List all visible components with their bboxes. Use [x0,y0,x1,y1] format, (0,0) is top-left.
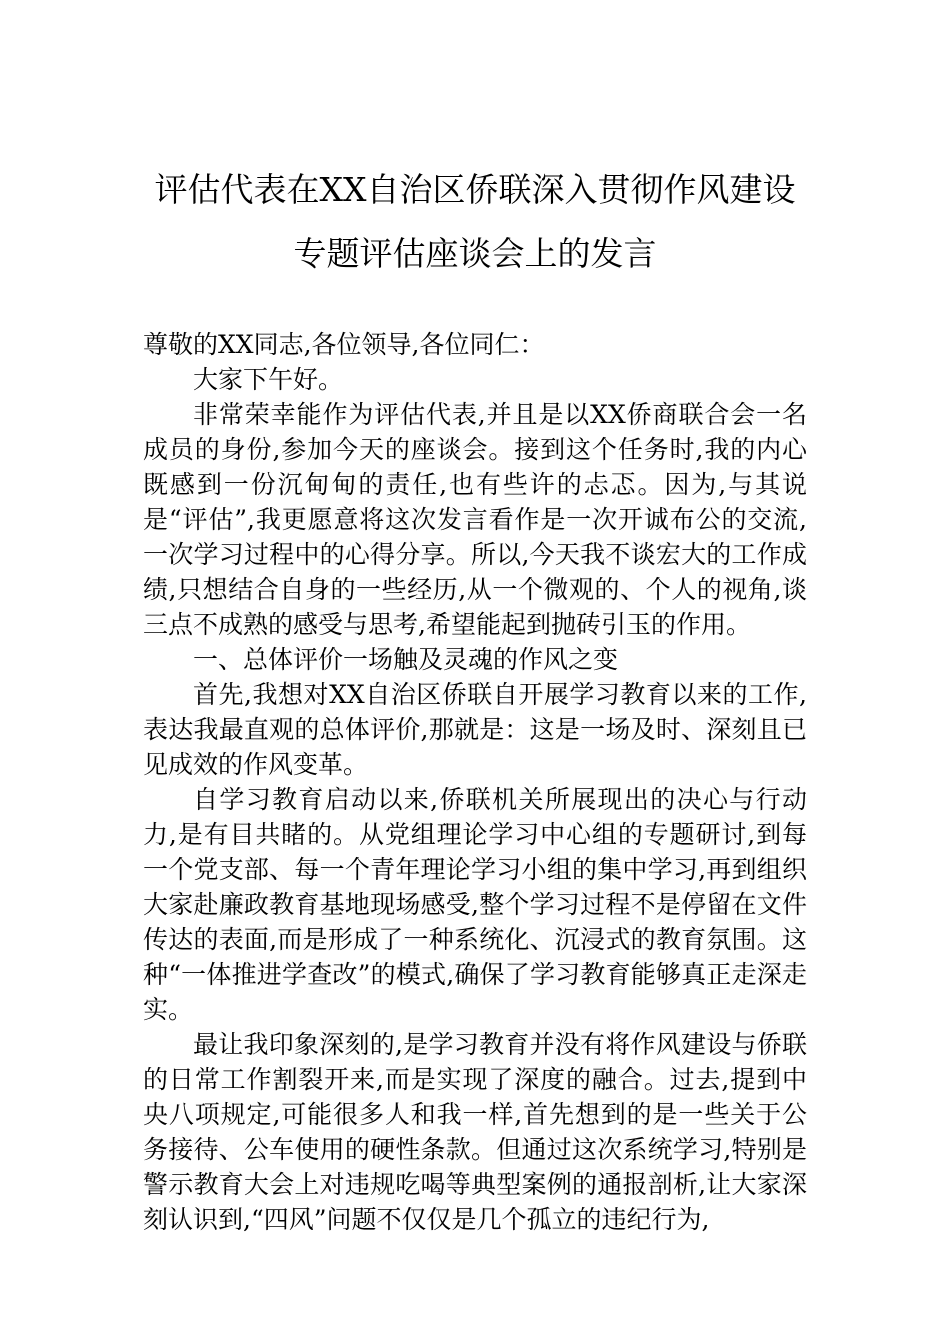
salutation: 尊敬的XX同志,各位领导,各位同仁： [143,330,545,359]
paragraph-intro: 非常荣幸能作为评估代表,并且是以XX侨商联合会一名成员的身份,参加今天的座谈会。接到这个任务时,我的内心既感到一份沉甸甸的责任,也有些许的忐忑。因为,与其说是“评估”,我更愿意将这次发言看作是一次开诚布公的交流,一次学习过程中的心得分享。所以,今天我不谈宏大的工作成绩,只想结合自身的一些经历,从一个微观的、个人的视角,谈三点不成熟的感受与思考,希望能起到抛砖引玉的作用。 [143,400,807,639]
document-body [143,327,807,1237]
paragraph: 自学习教育启动以来,侨联机关所展现出的决心与行动力,是有目共睹的。从党组理论学习中心组的专题研讨,到每一个党支部、每一个青年理论学习小组的集中学习,再到组织大家赴廉政教育基地现场感受,整个学习过程不是停留在文件传达的表面,而是形成了一种系统化、沉浸式的教育氛围。这种“一体推进学查改”的模式,确保了学习教育能够真正走深走实。 [143,785,807,1024]
paragraph: 最让我印象深刻的,是学习教育并没有将作风建设与侨联的日常工作割裂开来,而是实现了深度的融合。过去,提到中央八项规定,可能很多人和我一样,首先想到的是一些关于公务接待、公车使用的硬性条款。但通过这次系统学习,特别是警示教育大会上对违规吃喝等典型案例的通报剖析,让大家深刻认识到,“四风”问题不仅仅是几个孤立的违纪行为, [143,1030,807,1234]
paragraph: 首先,我想对XX自治区侨联自开展学习教育以来的工作,表达我最直观的总体评价,那就是：这是一场及时、深刻且已见成效的作风变革。 [143,680,807,779]
document-title: 评估代表在XX自治区侨联深入贯彻作风建设专题评估座谈会上的发言 [154,170,796,273]
section-heading: 一、总体评价一场触及灵魂的作风之变 [193,645,619,674]
greeting: 大家下午好。 [193,365,344,394]
